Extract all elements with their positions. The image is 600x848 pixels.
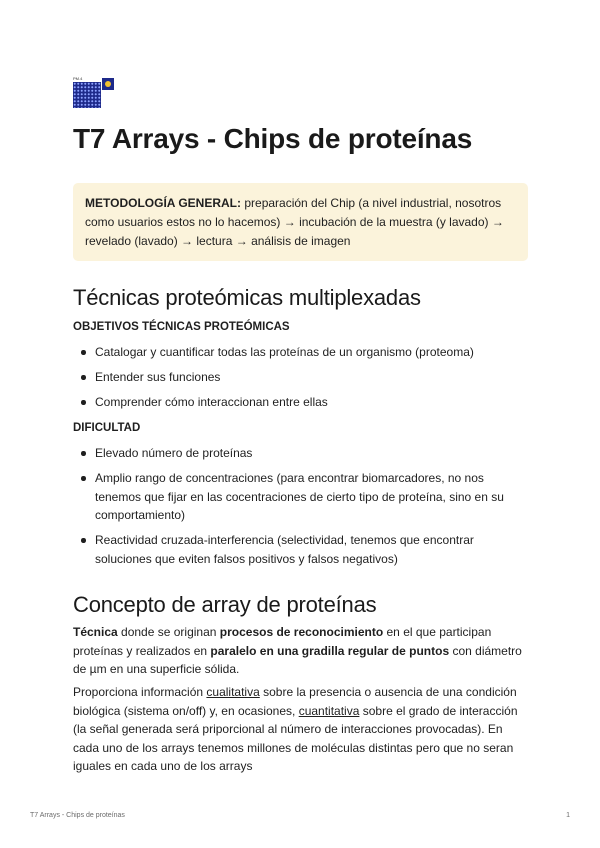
difficulty-list (73, 444, 528, 568)
paragraph-information (73, 683, 528, 776)
bold-term: Técnica (73, 625, 118, 639)
underlined-term: cualitativa (206, 685, 260, 699)
text-run: con diámetro de µm en una superficie sólida. (73, 643, 522, 676)
page-title: T7 Arrays - Chips de proteínas (73, 123, 473, 154)
page-number: 1 (566, 812, 570, 819)
bold-term: paralelo en una gradilla regular de puntos (210, 643, 450, 658)
text-run: en el que participan proteínas y realizados en (73, 625, 492, 658)
section-heading-array-concept: Concepto de array de proteínas (73, 592, 377, 617)
protein-chip-logo (73, 76, 115, 108)
bold-term: procesos de reconocimiento (219, 625, 384, 639)
list-item: Catalogar y cuantificar todas las proteínas de un organismo (proteoma) (73, 343, 528, 362)
list-item: Reactividad cruzada-interferencia (selectividad, tenemos que encontrar soluciones que eviten falsos positivos y falsos negativos) (73, 531, 528, 568)
objectives-list (73, 343, 528, 412)
objectives-label: OBJETIVOS TÉCNICAS PROTEÓMICAS (73, 321, 290, 333)
list-item: Entender sus funciones (73, 368, 528, 387)
methodology-callout (73, 183, 528, 261)
chip-spot-icon (102, 78, 114, 90)
list-item: Amplio rango de concentraciones (para encontrar biomarcadores, no nos tenemos que fijar en las cocentraciones de cierto tipo de proteína, sino en su comportamiento) (73, 469, 528, 525)
list-item: Comprender cómo interaccionan entre ellas (73, 393, 528, 412)
paragraph-technique (73, 623, 528, 679)
footer-title: T7 Arrays - Chips de proteínas (30, 812, 125, 819)
difficulty-label: DIFICULTAD (73, 422, 141, 434)
text-run: sobre la presencia o ausencia de una condición biológica (sistema on/off) y, en ocasiones, (73, 685, 517, 718)
text-run: donde se originan (117, 625, 220, 639)
text-run: Proporciona información (73, 685, 207, 699)
list-item: Elevado número de proteínas (73, 444, 528, 463)
page-footer (30, 811, 570, 821)
callout-label: METODOLOGÍA GENERAL: (85, 196, 241, 210)
chip-grid-icon (73, 82, 101, 108)
logo-label: PM.4 (73, 76, 83, 81)
underlined-term: cuantitativa (298, 703, 360, 718)
text-run: sobre el grado de interacción (la señal generada será priporcional al número de interacciones provocadas). En cada uno de los arrays tenemos millones de moléculas distintas pero que no seran iguales en cada uno de los arrays (73, 703, 518, 773)
section-heading-multiplex: Técnicas proteómicas multiplexadas (73, 285, 421, 310)
callout-text: preparación del Chip (a nivel industrial, nosotros como usuarios estos no lo hacemos) → incubación de la muestra (y lavado) → revelado (lavado) → lectura → análisis de imagen (85, 196, 504, 248)
